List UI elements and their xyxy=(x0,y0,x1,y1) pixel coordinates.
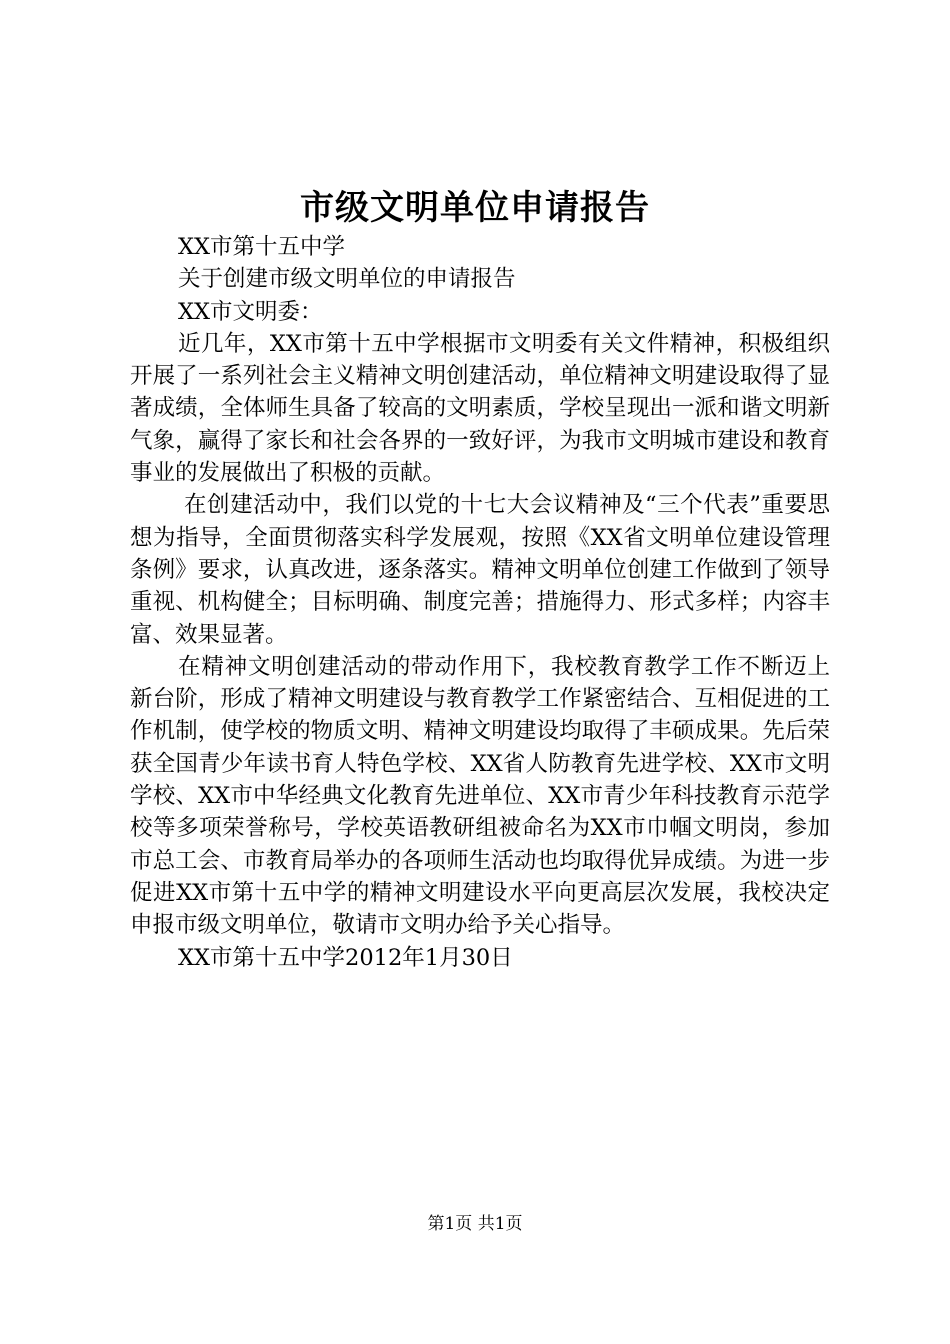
document-body xyxy=(130,231,830,974)
subject-line: 关于创建市级文明单位的申请报告 xyxy=(178,266,516,293)
paragraph-1: 近几年，XX市第十五中学根据市文明委有关文件精神，积极组织开展了一系列社会主义精神文明创建活动，单位精神文明建设取得了显著成绩，全体师生具备了较高的文明素质，学校呈现出一派和谐文明新气象，赢得了家长和社会各界的一致好评，为我市文明城市建设和教育事业的发展做出了积极的贡献。 xyxy=(130,330,830,487)
document-title: 市级文明单位申请报告 xyxy=(300,188,650,228)
signature-line: XX市第十五中学2012年1月30日 xyxy=(178,944,513,971)
addressee-line: XX市文明委： xyxy=(178,298,323,325)
paragraph-2: 在创建活动中，我们以党的十七大会议精神及“三个代表”重要思想为指导，全面贯彻落实科学发展观，按照《XX省文明单位建设管理条例》要求，认真改进，逐条落实。精神文明单位创建工作做到了领导重视、机构健全；目标明确、制度完善；措施得力、形式多样；内容丰富、效果显著。 xyxy=(130,492,830,648)
paragraph-3: 在精神文明创建活动的带动作用下，我校教育教学工作不断迈上新台阶，形成了精神文明建设与教育教学工作紧密结合、互相促进的工作机制，使学校的物质文明、精神文明建设均取得了丰硕成果。先后荣获全国青少年读书育人特色学校、XX省人防教育先进学校、XX市文明学校、XX市中华经典文化教育先进单位、XX市青少年科技教育示范学校等多项荣誉称号，学校英语教研组被命名为XX市巾帼文明岗，参加市总工会、市教育局举办的各项师生活动也均取得优异成绩。为进一步促进XX市第十五中学的精神文明建设水平向更高层次发展，我校决定申报市级文明单位，敬请市文明办给予关心指导。 xyxy=(130,653,830,939)
page-footer: 第1页 共1页 xyxy=(427,1214,523,1234)
school-name-line: XX市第十五中学 xyxy=(178,234,346,260)
